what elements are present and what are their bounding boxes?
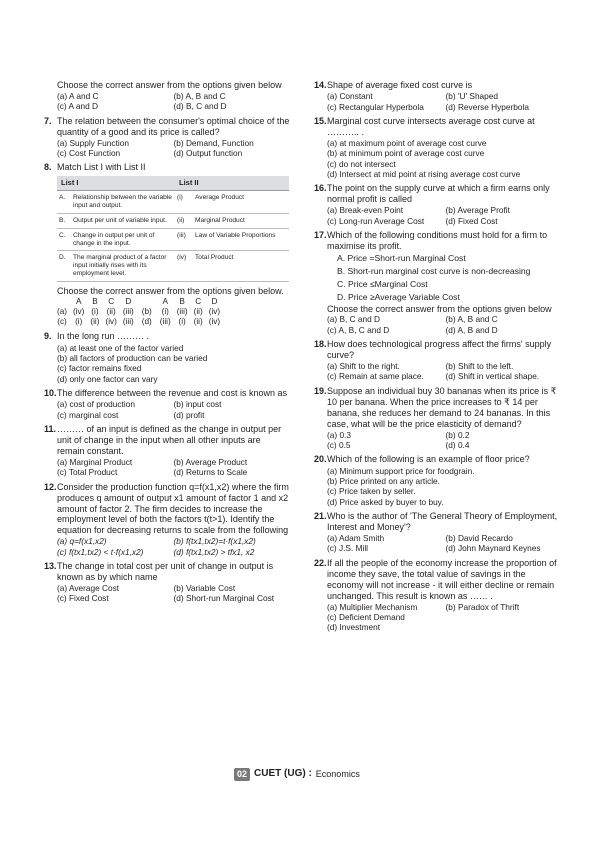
option-d: (d) B, C and D: [173, 101, 227, 112]
question-11: [44, 424, 290, 478]
code-cell: (ii): [90, 317, 100, 327]
options-list: [314, 466, 564, 507]
code-header: C: [108, 296, 115, 306]
question-intro: [44, 80, 290, 112]
question-text: The change in total cost per unit of change in output is known as by which name: [57, 561, 274, 583]
list-2-item: Total Product: [193, 251, 289, 281]
row-numeral: (i): [175, 191, 193, 214]
question-stem: Choose the correct answer from the options given below.: [57, 285, 284, 296]
option-b: (b) at minimum point of average cost curve: [327, 148, 485, 159]
question-number: 8.: [44, 162, 52, 173]
option-c: (c) J.S. Mill: [327, 543, 369, 554]
question-number: 18.: [314, 339, 327, 350]
table-row: [57, 191, 289, 214]
option-d: (d) 0.4: [445, 440, 470, 451]
options-grid: [314, 361, 564, 382]
option-b: (b) all factors of production can be varied: [57, 352, 208, 363]
option-b: (b) Price printed on any article.: [327, 476, 440, 487]
question-text: Match List I with List II: [57, 162, 146, 173]
list-1-item: Output per unit of variable input.: [71, 213, 175, 228]
options-grid: [44, 399, 290, 420]
code-cell: (iv): [105, 317, 117, 327]
option-a: (a) Shift to the right.: [327, 361, 400, 372]
question-text: The point on the supply curve at which a firm earns only normal profit is called: [327, 183, 550, 205]
option-a: (a) at least one of the factor varied: [57, 342, 184, 353]
option-a: (a) Marginal Product: [57, 456, 133, 467]
option-b: (b) 0.2: [445, 429, 470, 440]
statement-list: [314, 252, 564, 304]
list-2-header: List II: [175, 176, 289, 191]
option-c: (c) 0.5: [327, 440, 351, 451]
options-grid: [314, 205, 564, 226]
question-15: [314, 116, 564, 179]
footer-subject: Economics: [315, 769, 360, 779]
question-22: [314, 558, 564, 633]
page-footer: [234, 768, 360, 781]
option-d: (d) Reverse Hyperbola: [445, 101, 529, 112]
question-stem: Choose the correct answer from the options given below: [57, 80, 282, 90]
code-header: A: [75, 296, 82, 306]
question-text: Suppose an individual buy 30 bananas when its price is ₹ 10 per banana. When the price increases to ₹ 14 per banana, she reduces her demand to 24 bananas. In this case, what will be the price elasticity of demand?: [327, 385, 557, 429]
question-number: 19.: [314, 385, 327, 396]
row-letter: D.: [57, 251, 71, 281]
code-cell: (iii): [122, 317, 134, 327]
question-20: [314, 454, 564, 507]
list-1-item: The marginal product of a factor input initially rises with its employment level.: [71, 251, 175, 281]
option-c: (c) Fixed Cost: [57, 593, 109, 604]
option-a: (a) Supply Function: [57, 137, 129, 148]
code-cell: (i): [91, 306, 99, 316]
option-a: (a) Break-even Point: [327, 205, 404, 216]
option-d: (d) Price asked by buyer to buy.: [327, 496, 444, 507]
option-c: (c) Total Product: [57, 467, 118, 478]
option-d: (d) Short-run Marginal Cost: [173, 593, 275, 604]
question-text: Which of the following is an example of floor price?: [327, 454, 530, 465]
row-letter: B.: [57, 213, 71, 228]
question-text: Marginal cost curve intersects average cost curve at ……….. .: [327, 115, 535, 137]
question-text: How does technological progress affect the firms' supply curve?: [327, 339, 552, 361]
option-b: (b) Demand, Function: [173, 137, 254, 148]
option-b: (b): [141, 306, 152, 316]
list-1-header: List I: [57, 176, 175, 191]
question-number: 11.: [44, 423, 57, 434]
statement-c: C. Price ≤Marginal Cost: [337, 278, 428, 289]
option-a: (a) Average Cost: [57, 583, 120, 594]
option-b: (b) Paradox of Thrift: [445, 601, 520, 612]
question-text: The difference between the revenue and cost is known as: [57, 387, 287, 398]
code-cell: (ii): [193, 306, 203, 316]
row-numeral: (ii): [175, 213, 193, 228]
question-8: [44, 162, 290, 327]
options-grid: [314, 314, 564, 335]
question-number: 17.: [314, 230, 327, 240]
question-text: Which of the following conditions must hold for a firm to maximise its profit.: [327, 230, 548, 251]
code-header: C: [195, 296, 202, 306]
options-grid: [44, 138, 290, 159]
option-b: (b) Average Product: [173, 456, 248, 467]
code-cell: (iii): [122, 306, 134, 316]
option-d: (d) Output function: [173, 147, 243, 158]
options-grid: [44, 91, 290, 112]
statement-a: A. Price =Short-run Marginal Cost: [337, 252, 466, 263]
question-12: [44, 482, 290, 558]
option-c: (c) Price taken by seller.: [327, 486, 416, 497]
question-7: [44, 116, 290, 159]
code-row: [54, 307, 223, 317]
table-row: [57, 213, 289, 228]
option-c: (c) f(tx1,tx2) < t·f(x1,x2): [57, 546, 144, 557]
list-1-item: Change in output per unit of change in the input.: [71, 228, 175, 251]
question-number: 12.: [44, 481, 57, 492]
answer-code-table: [54, 297, 223, 328]
question-21: [314, 511, 564, 554]
code-cell: (i): [161, 306, 169, 316]
options-grid: [44, 583, 290, 604]
question-text: In the long run ……… .: [57, 331, 150, 342]
option-a: (a) q=f(x1,x2): [57, 536, 107, 547]
question-text: If all the people of the economy increase the proportion of income they save, the total value of savings in the economy will not increase - it will either decline or remain unchanged. This result is known as …… .: [327, 557, 557, 601]
question-13: [44, 561, 290, 604]
option-c: (c) do not intersect: [327, 158, 396, 169]
option-d: (d) Intersect at mid point at rising average cost curve: [327, 168, 521, 179]
code-header: A: [162, 296, 168, 306]
option-c: (c) A, B, C and D: [327, 324, 390, 335]
code-header: B: [179, 296, 185, 306]
question-text: Shape of average fixed cost curve is: [327, 80, 473, 90]
options-grid: [314, 91, 564, 112]
options-grid: [314, 533, 564, 554]
option-b: (b) David Recardo: [445, 533, 513, 544]
row-numeral: (iv): [175, 251, 193, 281]
question-18: [314, 339, 564, 382]
table-row: [57, 251, 289, 281]
option-c: (c) Remain at same place.: [327, 371, 424, 382]
code-row: [54, 317, 223, 327]
question-19: [314, 386, 564, 451]
options-grid: [314, 602, 564, 633]
option-b: (b) A, B and C: [445, 314, 498, 325]
option-d: (d) Fixed Cost: [445, 215, 498, 226]
code-header: B: [92, 296, 98, 306]
option-d: (d) Returns to Scale: [173, 467, 248, 478]
code-cell: (iv): [208, 306, 221, 316]
row-letter: A.: [57, 191, 71, 214]
question-number: 21.: [314, 511, 327, 522]
option-c: (c) marginal cost: [57, 409, 119, 420]
list-2-item: Law of Variable Proportions: [193, 228, 289, 251]
table-row: [57, 228, 289, 251]
left-column: [44, 80, 290, 608]
code-cell: (iv): [208, 317, 221, 327]
question-number: 16.: [314, 183, 327, 194]
options-grid: [314, 430, 564, 451]
list-2-item: Average Product: [193, 191, 289, 214]
option-c: (c) Deficient Demand: [327, 612, 405, 623]
code-cell: (iii): [176, 306, 188, 316]
question-14: [314, 80, 564, 112]
option-b: (b) Average Profit: [445, 205, 510, 216]
code-cell: (iii): [159, 317, 171, 327]
question-text: Consider the production function q=f(x1,x2) where the firm produces q amount of output x1 amount of factor 1 and x2 amount of factor 2. The firm decides to increase the employment level of both the factors t(t>1). Identify the equation for decreasing returns to scale from the following: [57, 481, 289, 536]
option-c: (c) Cost Function: [57, 147, 121, 158]
option-a: (a) Constant: [327, 91, 373, 102]
question-number: 15.: [314, 115, 327, 126]
question-number: 9.: [44, 331, 52, 342]
statement-b: B. Short-run marginal cost curve is non-decreasing: [337, 265, 531, 276]
option-c: (c) factor remains fixed: [57, 363, 142, 374]
option-b: (b) Shift to the left.: [445, 361, 514, 372]
option-a: (a) Adam Smith: [327, 533, 385, 544]
option-d: (d) f(tx1,tx2) > tfx1, x2: [173, 546, 255, 557]
row-letter: C.: [57, 228, 71, 251]
option-c: (c) Long-run Average Cost: [327, 215, 425, 226]
option-b: (b) Variable Cost: [173, 583, 236, 594]
question-text: The relation between the consumer's optimal choice of the quantity of a good and its price is called?: [57, 115, 290, 137]
question-number: 20.: [314, 454, 327, 465]
code-cell: (ii): [106, 306, 116, 316]
code-cell: (ii): [193, 317, 203, 327]
option-a: (a) 0.3: [327, 429, 351, 440]
option-d: (d) A, B and D: [445, 324, 498, 335]
option-d: (d) Shift in vertical shape.: [445, 371, 540, 382]
option-a: (a) Minimum support price for foodgrain.: [327, 465, 475, 476]
option-d: (d) profit: [173, 409, 205, 420]
question-9: [44, 331, 290, 384]
question-10: [44, 388, 290, 420]
option-d: (d) John Maynard Keynes: [445, 543, 541, 554]
code-cell: (i): [178, 317, 186, 327]
option-a: (a) cost of production: [57, 399, 135, 410]
statement-d: D. Price ≥Average Variable Cost: [337, 291, 460, 302]
code-header: D: [211, 296, 218, 306]
footer-title: CUET (UG) :: [254, 768, 312, 780]
question-number: 22.: [314, 557, 327, 568]
option-d: (d) Investment: [327, 622, 381, 633]
question-text: ……… of an input is defined as the change in output per unit of change in the input when all other inputs are remain constant.: [57, 423, 282, 456]
question-text: Who is the author of 'The General Theory of Employment, Interest and Money'?: [327, 511, 558, 533]
list-2-item: Marginal Product: [193, 213, 289, 228]
options-list: [314, 138, 564, 179]
option-a: (a) at maximum point of average cost curve: [327, 137, 487, 148]
list-1-item: Relationship between the variable input and output.: [71, 191, 175, 214]
row-numeral: (iii): [175, 228, 193, 251]
match-table: [57, 176, 289, 282]
options-grid: [44, 536, 290, 557]
options-list: [44, 343, 290, 384]
question-number: 7.: [44, 115, 52, 126]
code-header: D: [125, 296, 132, 306]
option-c: (c) A and D: [57, 101, 99, 112]
option-a: (a): [57, 306, 68, 316]
question-17: [314, 230, 564, 335]
option-c: (c): [57, 317, 67, 327]
question-number: 14.: [314, 80, 327, 90]
right-column: [314, 80, 564, 637]
question-16: [314, 183, 564, 226]
question-number: 10.: [44, 387, 57, 398]
option-b: (b) input cost: [173, 399, 222, 410]
option-b: (b) A, B and C: [173, 90, 226, 101]
option-c: (c) Rectangular Hyperbola: [327, 101, 424, 112]
options-grid: [44, 457, 290, 478]
code-cell: (i): [75, 317, 83, 327]
question-stem: Choose the correct answer from the options given below: [327, 303, 552, 314]
option-b: (b) 'U' Shaped: [445, 91, 499, 102]
option-a: (a) B, C and D: [327, 314, 381, 325]
page-number: 02: [234, 768, 250, 781]
option-d: (d) only one factor can vary: [57, 373, 158, 384]
option-d: (d): [141, 317, 152, 327]
option-a: (a) Multiplier Mechanism: [327, 601, 418, 612]
question-number: 13.: [44, 561, 57, 572]
option-a: (a) A and C: [57, 90, 99, 101]
option-b: (b) f(tx1,tx2)=t·f(x1,x2): [173, 536, 256, 547]
code-cell: (iv): [73, 306, 85, 316]
